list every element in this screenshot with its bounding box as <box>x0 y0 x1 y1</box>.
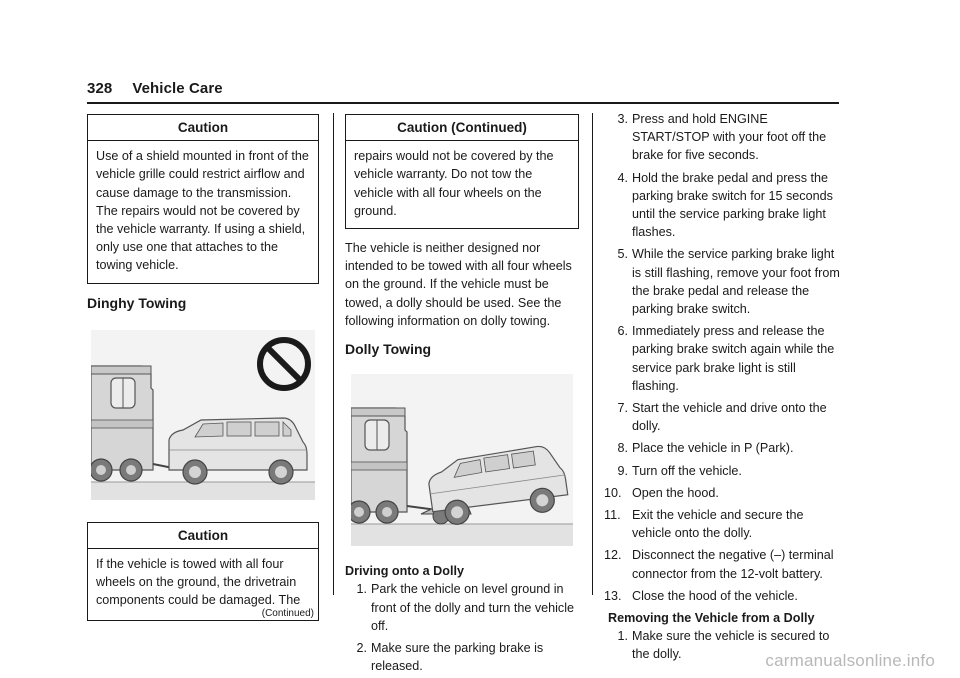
dolly-towing-illustration <box>351 374 573 546</box>
section-heading-dinghy-towing: Dinghy Towing <box>87 294 187 311</box>
list-item <box>347 639 579 675</box>
step-number: 9. <box>617 463 628 478</box>
step-number: 12. <box>604 548 622 563</box>
step-text: Exit the vehicle and secure the vehicle onto the dolly. <box>632 508 804 541</box>
page-number: 328 <box>87 80 113 97</box>
step-number: 11. <box>604 508 621 523</box>
step-text: Turn off the vehicle. <box>632 463 742 478</box>
caution-text: repairs would not be covered by the vehicle warranty. Do not tow the vehicle with all four wheels on the ground. <box>354 149 554 218</box>
list-item <box>608 169 840 242</box>
list-item <box>608 322 840 395</box>
step-text: Press and hold ENGINE START/STOP with your foot off the brake for five seconds. <box>632 112 827 163</box>
step-number: 10. <box>604 485 622 500</box>
continued-label: (Continued) <box>261 607 314 619</box>
step-text: While the service parking brake light is still flashing, remove your foot from the brake pedal and release the parking brake switch. <box>632 247 840 317</box>
header-rule <box>87 102 839 104</box>
page-header <box>87 80 223 97</box>
list-item <box>608 110 840 165</box>
middle-column <box>345 114 579 675</box>
step-number: 5. <box>617 247 628 262</box>
step-text: Close the hood of the vehicle. <box>632 588 798 603</box>
caution-text: Use of a shield mounted in front of the vehicle grille could restrict airflow and cause damage to the transmission. The repairs would not be covered by the vehicle warranty. If using a shield, only use one that attaches to the towing vehicle. <box>96 149 309 273</box>
caution-box-continued <box>345 114 579 229</box>
step-number: 1. <box>356 582 367 597</box>
watermark: carmanualsonline.info <box>765 651 935 670</box>
list-item <box>604 506 840 542</box>
step-text: Open the hood. <box>632 485 719 500</box>
section-heading-dolly-towing: Dolly Towing <box>345 341 432 358</box>
right-column <box>604 110 840 664</box>
column-divider-right <box>592 113 593 595</box>
step-number: 7. <box>617 401 628 416</box>
subheading-driving-onto-dolly: Driving onto a Dolly <box>345 564 464 579</box>
dolly-steps-continued <box>608 110 840 480</box>
list-item <box>608 399 840 435</box>
caution-box-four-wheels <box>87 522 319 621</box>
dinghy-towing-drawing <box>91 330 315 500</box>
subheading-removing-from-dolly: Removing the Vehicle from a Dolly <box>608 611 815 626</box>
step-number: 1. <box>617 629 628 644</box>
dolly-intro-paragraph: The vehicle is neither designed nor intended to be towed with all four wheels on the ground. If the vehicle must be towed, a dolly should be used. See the following information on dolly towing. <box>345 241 572 328</box>
driving-onto-dolly-steps <box>347 580 579 675</box>
list-item <box>608 462 840 480</box>
caution-heading: Caution <box>88 523 318 549</box>
list-item <box>347 580 579 635</box>
step-text: Place the vehicle in P (Park). <box>632 441 794 456</box>
step-text: Make sure the vehicle is secured to the dolly. <box>632 629 830 662</box>
step-text: Start the vehicle and drive onto the dolly. <box>632 401 827 434</box>
page-title: Vehicle Care <box>132 80 223 97</box>
step-number: 3. <box>617 112 628 126</box>
step-text: Disconnect the negative (–) terminal connector from the 12-volt battery. <box>632 548 834 581</box>
caution-heading: Caution <box>88 115 318 141</box>
step-number: 6. <box>617 324 628 339</box>
step-number: 13. <box>604 588 622 603</box>
step-text: Immediately press and release the parking brake switch again while the service park brake light is still flashing. <box>632 324 835 393</box>
column-divider-left <box>333 113 334 595</box>
list-item <box>604 587 840 605</box>
list-item <box>604 484 840 502</box>
list-item <box>608 245 840 318</box>
list-item <box>604 546 840 582</box>
left-column <box>87 114 319 621</box>
step-number: 8. <box>617 441 628 456</box>
dolly-towing-drawing <box>351 374 573 546</box>
step-text: Park the vehicle on level ground in front of the dolly and turn the vehicle off. <box>371 582 575 633</box>
caution-heading: Caution (Continued) <box>346 115 578 141</box>
step-number: 2. <box>356 641 367 656</box>
caution-box-shield <box>87 114 319 284</box>
dolly-steps-double-digit <box>604 484 840 605</box>
step-number: 4. <box>617 170 628 185</box>
step-text: Hold the brake pedal and press the parking brake switch for 15 seconds until the service parking brake light flashes. <box>632 170 833 240</box>
caution-text: If the vehicle is towed with all four wheels on the ground, the drivetrain components could be damaged. The <box>96 557 301 608</box>
list-item <box>608 439 840 457</box>
step-text: Make sure the parking brake is released. <box>371 641 544 674</box>
dinghy-towing-illustration <box>91 330 315 500</box>
